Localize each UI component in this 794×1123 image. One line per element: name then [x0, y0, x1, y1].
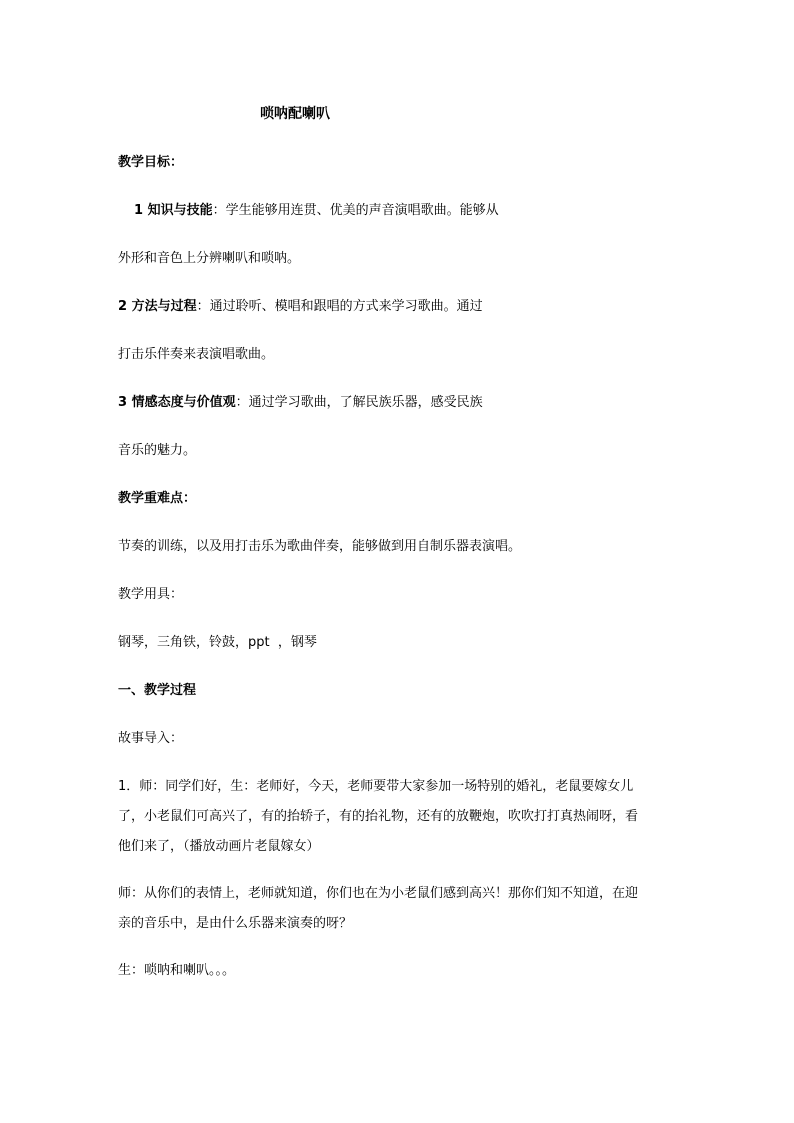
- paragraph-1-line-1: 1．师：同学们好，生：老师好，今天，老师要带大家参加一场特别的婚礼，老鼠要嫁女儿: [118, 779, 634, 794]
- goal-2: [118, 299, 483, 315]
- goal-3-label: 3 情感态度与价值观: [118, 395, 236, 410]
- tools-text: 钢琴，三角铁，铃鼓，ppt ，钢琴: [118, 635, 317, 650]
- process-heading: 一、教学过程: [118, 683, 197, 698]
- goal-3-text: ：通过学习歌曲，了解民族乐器，感受民族: [235, 395, 483, 410]
- paragraph-1-line-2: 了，小老鼠们可高兴了，有的抬轿子，有的抬礼物，还有的放鞭炮，吹吹打打真热闹呀，看: [118, 809, 639, 824]
- intro-heading: 故事导入：: [118, 731, 184, 746]
- tools-heading: 教学用具：: [118, 587, 184, 602]
- goal-2-text: ：通过聆听、模唱和跟唱的方式来学习歌曲。通过: [196, 299, 483, 314]
- goal-2-continued: 打击乐伴奏来表演唱歌曲。: [118, 347, 275, 362]
- document-title: 唢呐配喇叭: [260, 106, 330, 122]
- goal-3-continued: 音乐的魅力。: [118, 443, 197, 458]
- key-points-heading: 教学重难点：: [118, 491, 197, 506]
- paragraph-2-line-2: 亲的音乐中，是由什么乐器来演奏的呀？: [118, 916, 353, 931]
- key-points-text: 节奏的训练，以及用打击乐为歌曲伴奏，能够做到用自制乐器表演唱。: [118, 539, 522, 554]
- goal-1: [134, 203, 499, 219]
- goal-1-continued: 外形和音色上分辨喇叭和唢呐。: [118, 251, 301, 266]
- paragraph-1-line-3: 他们来了，（播放动画片老鼠嫁女）: [118, 839, 320, 854]
- paragraph-3-line-1: 生：唢呐和喇叭。。。: [118, 963, 236, 978]
- goal-2-label: 2 方法与过程: [118, 299, 197, 314]
- paragraph-2-line-1: 师：从你们的表情上，老师就知道，你们也在为小老鼠们感到高兴！那你们知不知道，在迎: [118, 886, 639, 901]
- goals-heading: 教学目标：: [118, 155, 184, 170]
- goal-1-text: ：学生能够用连贯、优美的声音演唱歌曲。能够从: [212, 203, 499, 218]
- goal-1-label: 1 知识与技能: [134, 203, 213, 218]
- goal-3: [118, 395, 483, 411]
